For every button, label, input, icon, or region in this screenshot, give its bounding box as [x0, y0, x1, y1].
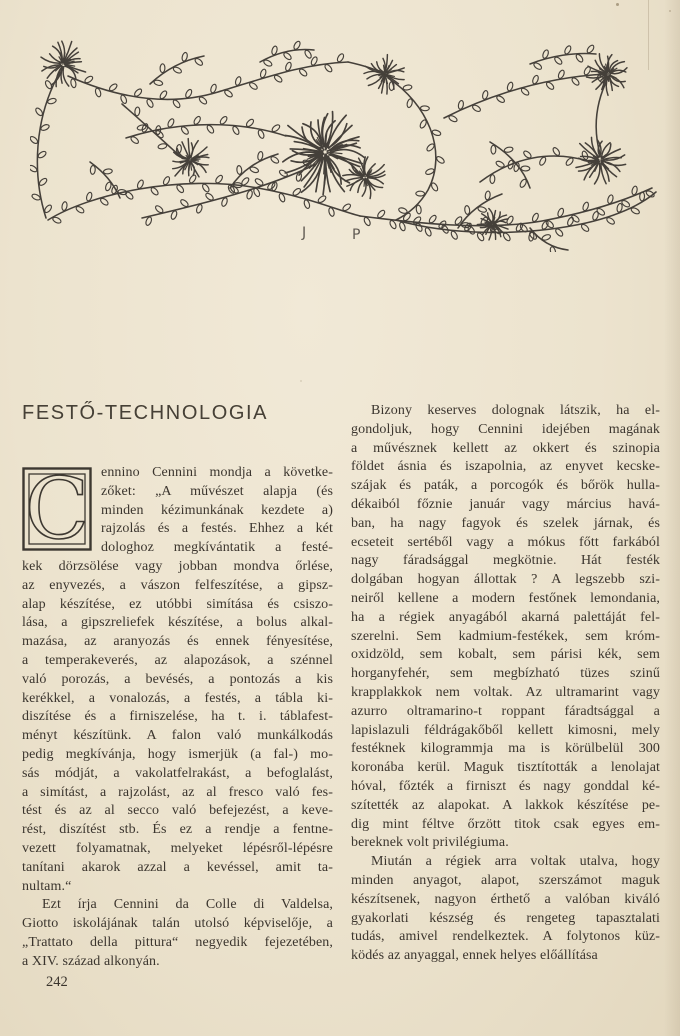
- page-number: 242: [46, 973, 68, 990]
- text-line: kek dörzsölése vagy jobban mondva őrlése,: [22, 558, 333, 574]
- text-line: ködés az anyaggal, ennek helyes előállítása: [351, 948, 598, 964]
- text-line: oxidzöld, sem kobalt, sem párisi kék, sem: [351, 647, 660, 663]
- text-line: dologhoz megkívántatik a festé-: [101, 540, 333, 556]
- text-line: festéknek kilogrammja ma is körülbelül 300: [351, 741, 660, 757]
- text-line: gyakorlati készség és rengeteg tapasztalati: [351, 910, 660, 926]
- text-line: Miután a régiek arra voltak utalva, hogy: [371, 854, 660, 870]
- text-line: lapislazuli féldrágakőből kellett kimosni, mely: [351, 722, 660, 738]
- text-line: minden anyagot, alapot, szerszámot maguk: [351, 872, 660, 888]
- artist-monogram-right: P: [352, 227, 361, 243]
- text-line: mazása, az aranyozás és ennek fényesítése,: [22, 634, 333, 650]
- text-line: alap készítése, ez utóbbi simítása és csiszo-: [22, 596, 333, 612]
- text-line: „Trattato della pittura“ negyedik fejezetében,: [22, 934, 333, 950]
- text-line: diszítése és a firniszelése, ha t. i. táblafest-: [22, 709, 333, 725]
- text-line: ecseteit sertéből vagy a mókus főtt farkából: [351, 534, 660, 550]
- paragraph-pigments: [351, 402, 660, 853]
- text-line: sás módját, a vakolatfelrakást, a befoglalást,: [22, 765, 333, 781]
- paper-speck: [669, 10, 671, 12]
- paragraph-attribution: [22, 896, 333, 971]
- text-line: Giotto iskolájának talán utolsó képviselője, a: [22, 916, 333, 932]
- text-line: vezett folyamatnak, melyeket lépésről-lépésre: [22, 840, 333, 856]
- text-line: rést, diszítést stb. És ez a rendje a fentne-: [22, 822, 333, 838]
- floral-ornament-illustration: [30, 22, 665, 252]
- text-line: tést és az al secco való befejezést, a keve-: [22, 803, 333, 819]
- two-column-text: [22, 400, 660, 991]
- text-line: ha a régiek anyagából akarná palettáját fel-: [351, 609, 660, 625]
- drop-cap-initial: [22, 467, 92, 551]
- text-line: hóval, főzték a firniszt és nagy gonddal ké-: [351, 778, 660, 794]
- artist-monogram-left: J: [302, 225, 307, 241]
- text-line: gondoljuk, hogy Cennini idejében magának: [351, 421, 660, 437]
- text-line: pedig megkívánja, hogy ismerjük (a fal-) mo-: [22, 746, 333, 762]
- text-line: nagy fáradsággal megkötnie. Hát festék: [351, 553, 660, 569]
- page-title: FESTŐ-TECHNOLOGIA: [22, 402, 269, 424]
- text-line: ennino Cennini mondja a követke-: [101, 465, 333, 480]
- text-line: nultam.“: [22, 878, 72, 894]
- text-line: dékaiból főznie január vagy március havá-: [351, 496, 660, 512]
- text-line: szájak és paták, a porcogók és bőrök hulla-: [351, 478, 660, 494]
- text-line: dolgában hogyan állottak ? A legszebb szi-: [351, 572, 660, 588]
- text-line: koronába kerül. Maguk tisztították a lenolajat: [351, 760, 660, 776]
- text-line: bereknek volt privilégiuma.: [351, 835, 509, 851]
- text-line: készítsenek, nagyon érthető a valóban kiváló: [351, 891, 660, 907]
- text-line: szítették az alapokat. A lakkok készítése pe-: [351, 797, 660, 813]
- text-line: a XIV. század alkonyán.: [22, 953, 160, 969]
- paragraph-craft-knowledge: [351, 853, 660, 966]
- text-line: rajzolás és a festés. Ehhez a két: [101, 521, 333, 537]
- text-line: azurro oltramarino-t roppant fáradtsággal a: [351, 703, 660, 719]
- paragraph-cennini-quote: [22, 464, 333, 896]
- right-column: [351, 400, 660, 991]
- text-line: kerékkel, a vonalozás, a festés, a tábla ki-: [22, 690, 333, 706]
- text-line: Bizony keserves dolognak látszik, ha el-: [371, 403, 660, 418]
- text-line: krapplakkok nem voltak. Az ultramarint vagy: [351, 684, 660, 700]
- text-line: való porozás, a bevésés, a pontozás a kis: [22, 671, 333, 687]
- text-line: minden kézimunkának kezdete a): [101, 502, 333, 518]
- text-line: az enyvezés, a vászon felfeszítése, a gipsz-: [22, 577, 333, 593]
- paper-speck: [616, 3, 619, 6]
- text-line: a művésznek kellett az okkert és szinopia: [351, 440, 660, 456]
- left-column: [22, 400, 333, 991]
- text-line: tudás, amivel rendelkeztek. A folytonos küz-: [351, 929, 660, 945]
- text-line: horganyfehér, sem megbízható tüzes szinű: [351, 666, 660, 682]
- text-line: dig mint féltve őrzött titok csak egyes em-: [351, 816, 660, 832]
- text-line: neiről kellene a modern festőnek lemondania,: [351, 590, 660, 606]
- text-line: a simítást, a rajzolást, az al fresco való fes-: [22, 784, 333, 800]
- text-line: tanítani akarok azzal a kevéssel, amit ta-: [22, 859, 333, 875]
- text-line: földet ásnia és iszapolnia, az enyvet kecske-: [351, 459, 660, 475]
- text-line: szerelni. Sem kadmium-festékek, sem króm-: [351, 628, 660, 644]
- paper-speck: [300, 380, 302, 382]
- text-line: lása, a gipszreliefek készítése, a bolus alkal-: [22, 615, 333, 631]
- text-line: Ezt írja Cennini da Colle di Valdelsa,: [42, 897, 333, 913]
- text-line: a temperakeverés, az alapozások, a szénnel: [22, 652, 333, 668]
- text-line: ban, ha nagy fagyok és szelek járnak, és: [351, 515, 660, 531]
- text-line: zőket: „A művészet alapja (és: [101, 483, 333, 499]
- drop-cap-letter: C: [24, 467, 90, 551]
- text-line: ményt készítünk. A falon való munkálkodás: [22, 728, 333, 744]
